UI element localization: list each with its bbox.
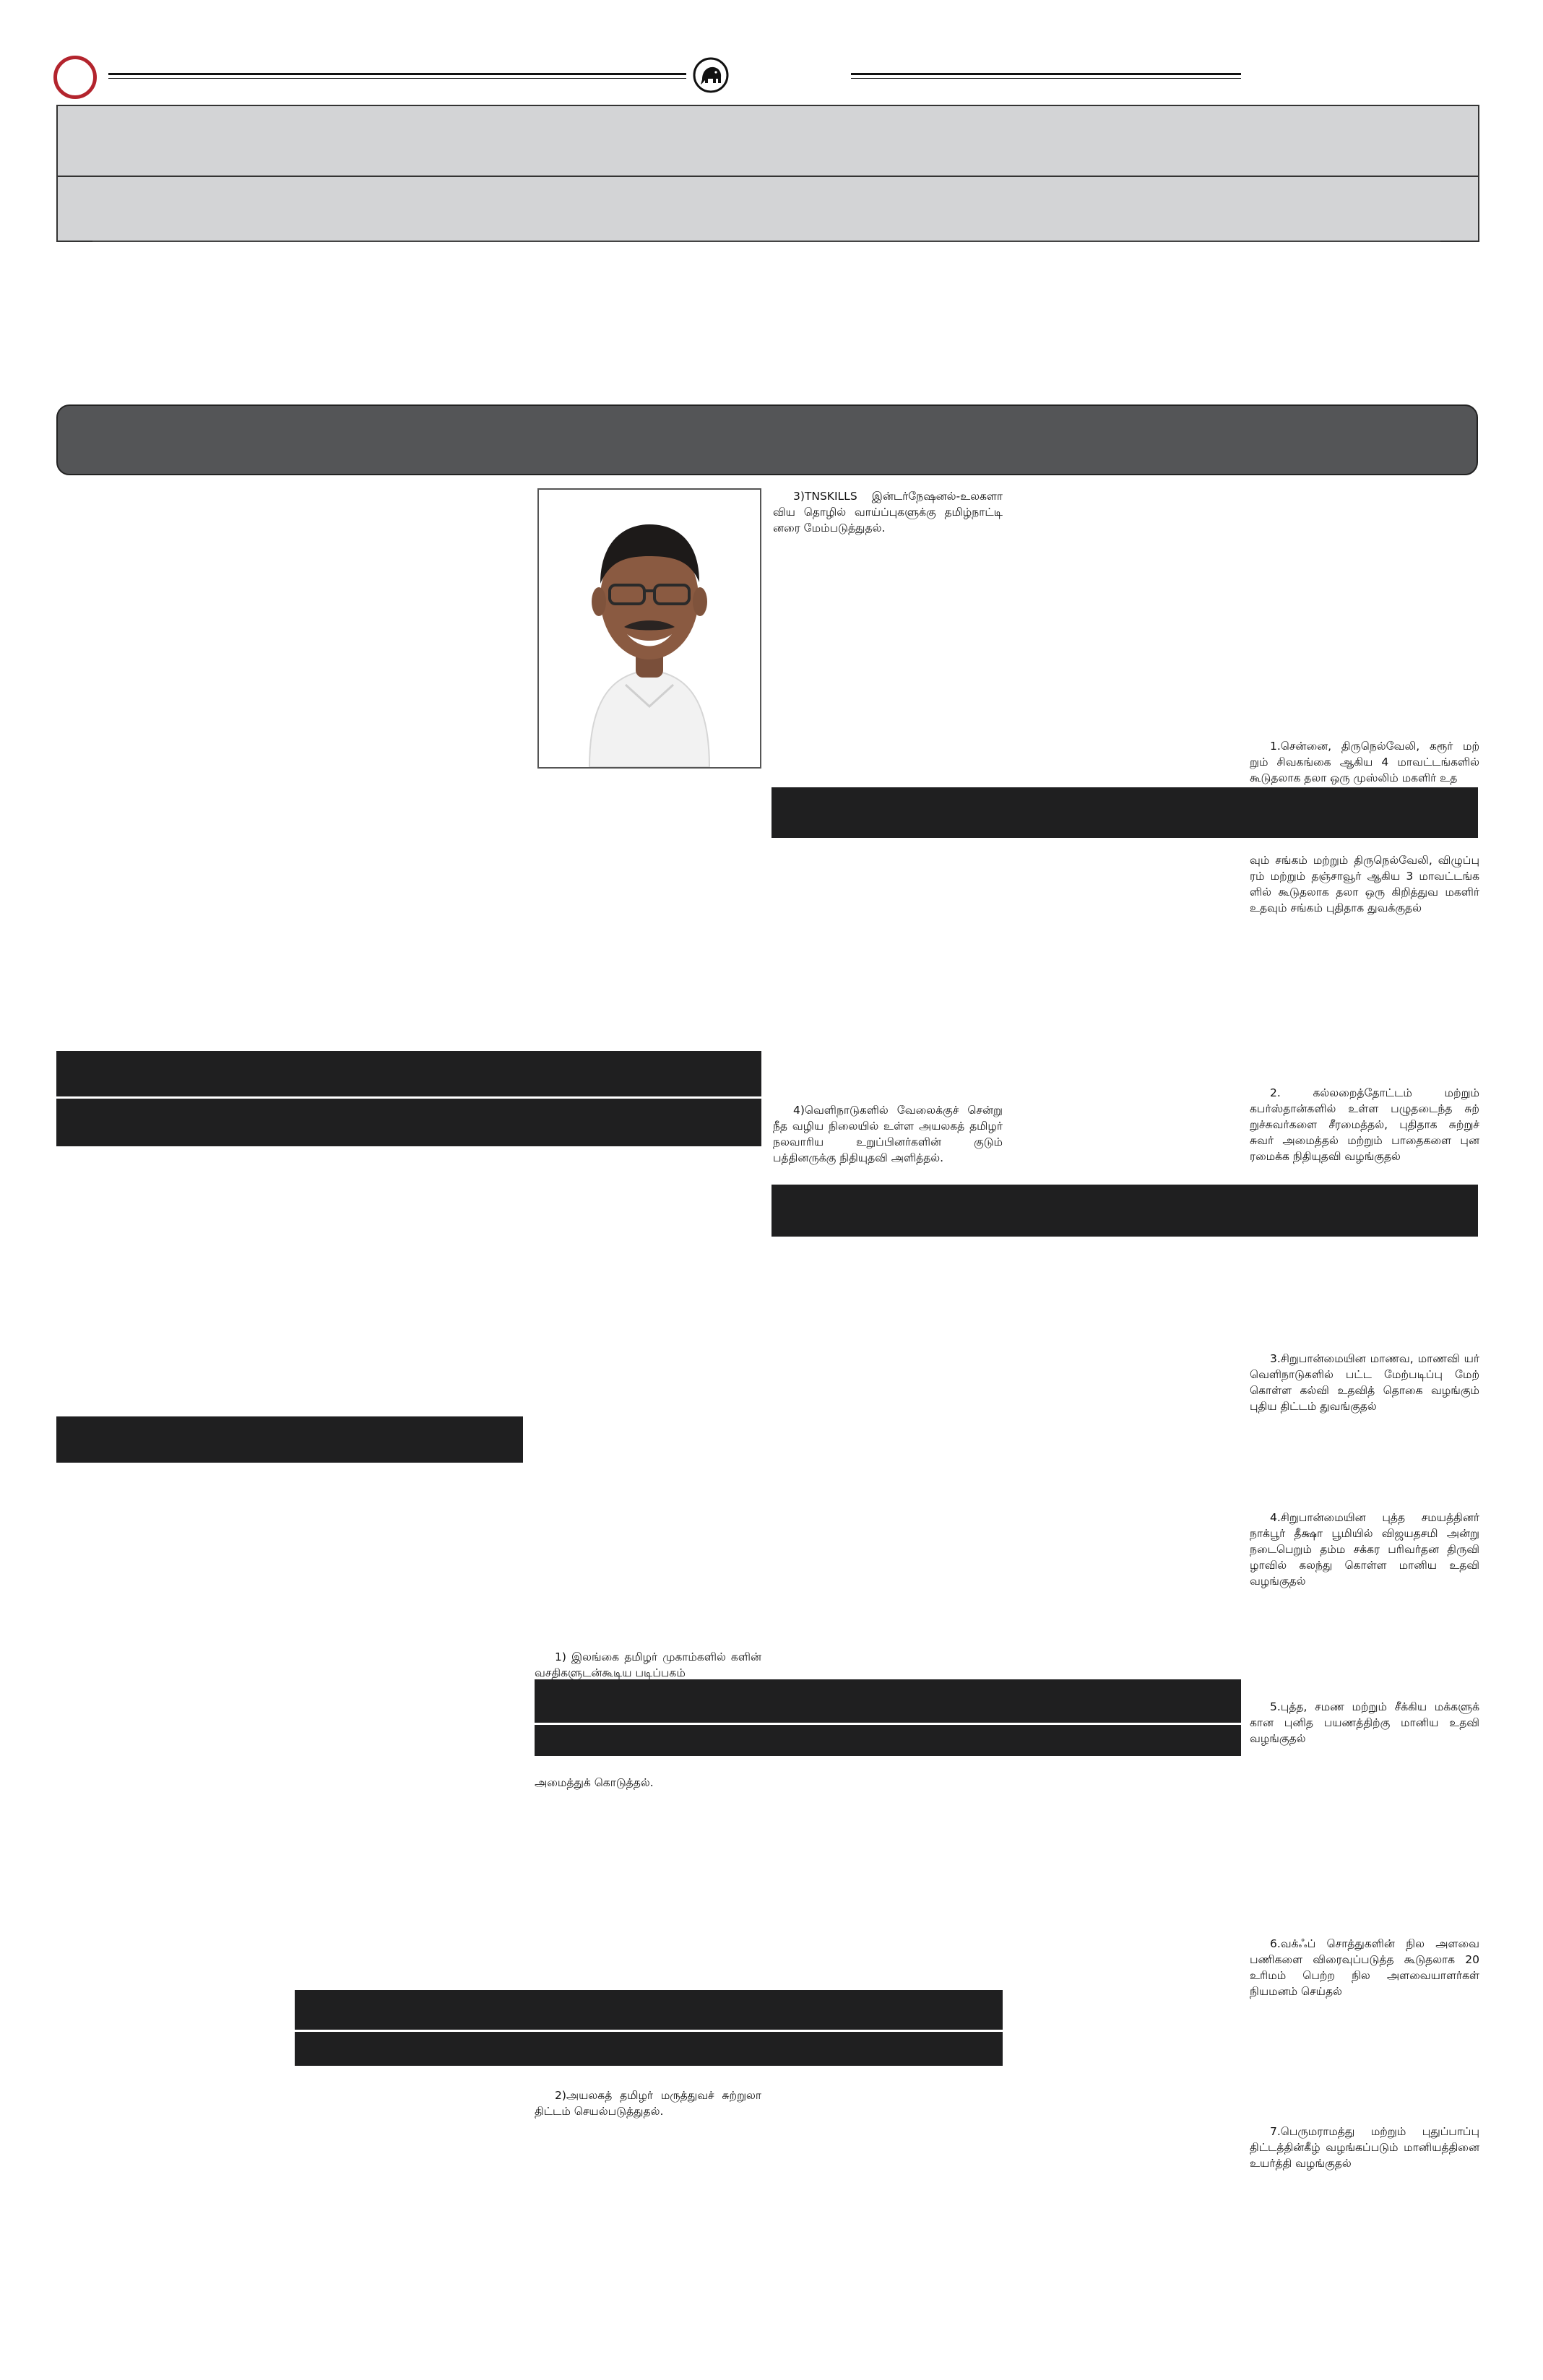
headline-band-bottom <box>56 176 1479 242</box>
minority-item-3: 3.சிறுபான்மையின மாணவ, மாணவி யர் வெளிநாடுகளில் பட்ட மேற்படிப்பு மேற் கொள்ள கல்வி உதவித் தொகை வழங்கும் புதிய திட்டம் துவங்குதல் <box>1250 1352 1479 1413</box>
minority-item-1-part-a: 1.சென்னை, திருநெல்வேலி, கரூர் மற் றும் சிவகங்கை ஆகிய 4 மாவட்டங்களில் கூடுதலாக தலா ஒரு முஸ்லிம் மகளிர் உத <box>1250 740 1479 784</box>
portrait-photo-frame <box>537 488 761 769</box>
heading-bar-medical-top <box>295 1990 1003 2030</box>
heading-bar-medical-bottom <box>295 2032 1003 2066</box>
minority-item-6: 6.வக்ஃப் சொத்துகளின் நில அளவை பணிகளை விரைவுப்படுத்த கூடுதலாக 20 உரிமம் பெற்ற நில அளவையாளர்கள் நியமனம் செய்தல் <box>1250 1937 1479 1998</box>
portrait-photo <box>539 490 760 767</box>
srilankan-camp-item-1-part-b: அமைத்துக் கொடுத்தல். <box>535 1776 654 1789</box>
minority-item-4: 4.சிறுபான்மையின புத்த சமயத்தினர் நாக்பூர் தீக்ஷா பூமியில் விஜயதசமி அன்று நடைபெறும் தம்ம சக்கர பரிவர்தன திருவி ழாவில் கலந்து கொள்ள மானிய உதவி வழங்குதல் <box>1250 1511 1479 1588</box>
header-rule-left <box>108 73 686 75</box>
minority-item-5: 5.புத்த, சமண மற்றும் சீக்கிய மக்களுக் கான புனித பயணத்திற்கு மானிய உதவி வழங்குதல் <box>1250 1700 1479 1745</box>
heading-bar-srilankan-top <box>535 1679 1241 1723</box>
header-rule-right-2 <box>851 78 1241 79</box>
elephant-emblem-icon <box>692 56 730 94</box>
minority-item-1-part-b: வும் சங்கம் மற்றும் திருநெல்வேலி, விழுப்பு ரம் மற்றும் தஞ்சாவூர் ஆகிய 3 மாவட்டங்க ளில் கூடுதலாக தலா ஒரு கிறித்துவ மகளிர் உதவும் சங்கம் புதிதாக துவக்குதல் <box>1250 854 1479 914</box>
minority-item-2: 2. கல்லறைத்தோட்டம் மற்றும் கபர்ஸ்தான்களில் உள்ள பழுதடைந்த சுற் றுச்சுவர்களை சீரமைத்தல், புதிதாக சுற்றுச் சுவர் அமைத்தல் மற்றும் பாதைகளை புன ரமைக்க நிதியுதவி வழங்குதல் <box>1250 1086 1479 1163</box>
header-rule-left-2 <box>108 78 686 79</box>
page-marker-circle <box>53 56 97 99</box>
heading-bar-left-small <box>56 1416 523 1463</box>
heading-bar-col34 <box>772 1185 1478 1237</box>
medical-tourism-item-2: 2)அயலகத் தமிழர் மருத்துவச் சுற்றுலா திட்டம் செயல்படுத்துதல். <box>535 2089 761 2118</box>
heading-bar-srilankan-bottom <box>535 1725 1241 1756</box>
heading-bar-left-bottom <box>56 1099 761 1146</box>
headline-underline <box>92 241 1440 242</box>
article-item-4-overseas-welfare: 4)வெளிநாடுகளில் வேலைக்குச் சென்று நீத வழிய நிலையில் உள்ள அயலகத் தமிழர் நலவாரிய உறுப்பினர்களின் குடும் பத்தினருக்கு நிதியுதவி அளித்தல். <box>773 1104 1003 1164</box>
heading-bar-left-top <box>56 1051 761 1096</box>
section-banner <box>56 404 1478 475</box>
heading-bar-minority-welfare <box>772 787 1478 838</box>
article-item-3-tnskills: 3)TNSKILLS இன்டர்நேஷனல்-உலகளா விய தொழில் வாய்ப்புகளுக்கு தமிழ்நாட்டி னரை மேம்படுத்துதல். <box>773 490 1003 535</box>
minority-item-7: 7.பெருமராமத்து மற்றும் புதுப்பாப்பு திட்டத்தின்கீழ் வழங்கப்படும் மானியத்தினை உயர்த்தி வழங்குதல் <box>1250 2125 1479 2170</box>
srilankan-camp-item-1-part-a: 1) இலங்கை தமிழர் முகாம்களில் களின் வசதிகளுடன்கூடிய படிப்பகம் <box>535 1650 761 1679</box>
header-rule-right <box>851 73 1241 75</box>
headline-band-top <box>56 105 1479 177</box>
